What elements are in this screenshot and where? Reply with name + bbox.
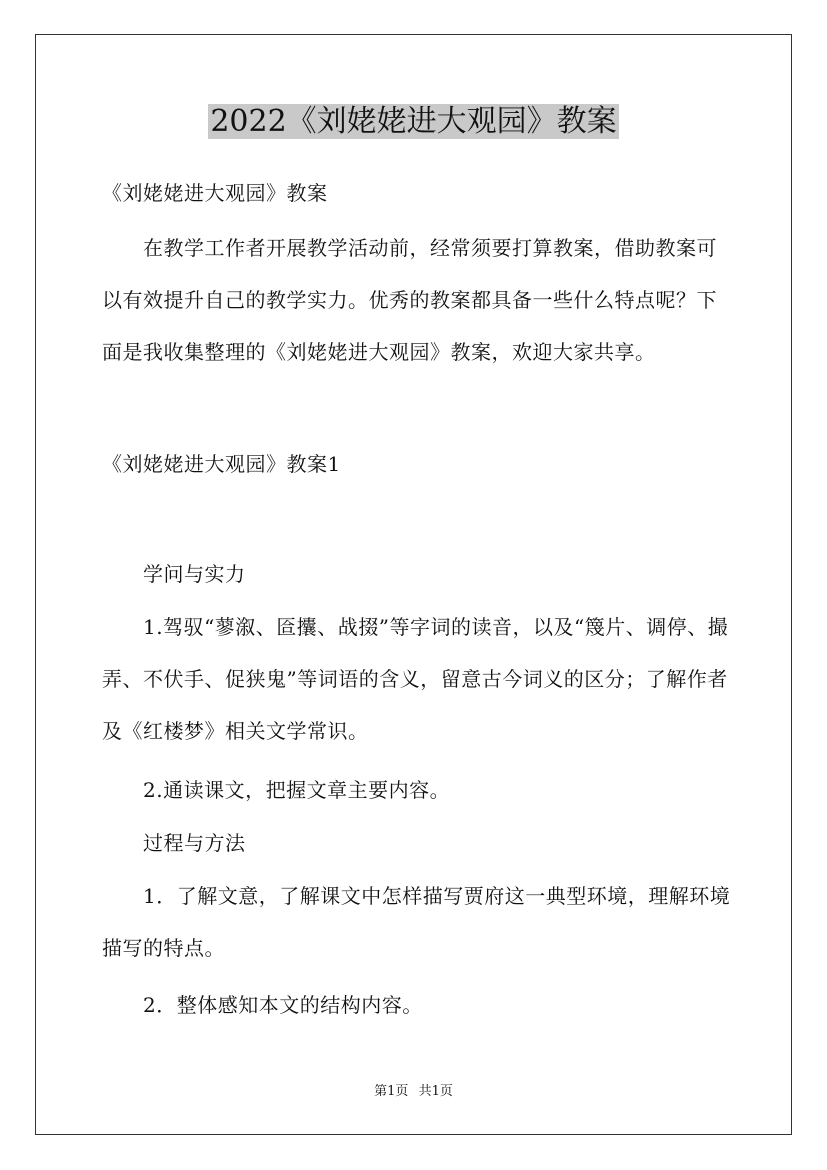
document-title: 2022《刘姥姥进大观园》教案 [210, 104, 617, 139]
subheading-process: 过程与方法 [143, 831, 246, 855]
page-total: 共1页 [418, 1084, 453, 1099]
page-footer [0, 1083, 827, 1101]
doc-subtitle: 《刘姥姥进大观园》教案 [102, 181, 328, 205]
page-number: 第1页 [374, 1084, 409, 1099]
subheading-knowledge: 学问与实力 [143, 562, 246, 586]
process-item-2: 2．整体感知本文的结构内容。 [143, 993, 423, 1017]
objective-item-1: 1.驾驭“蓼溆、匼攮、战掇”等字词的读音，以及“篾片、调停、撮弄、不伏手、促狭鬼”等词语的含义，留意古今词义的区分；了解作者及《红楼梦》相关文学常识。 [102, 615, 729, 743]
intro-paragraph: 在教学工作者开展教学活动前，经常须要打算教案，借助教案可以有效提升自己的教学实力。优秀的教案都具备一些什么特点呢？下面是我收集整理的《刘姥姥进大观园》教案，欢迎大家共享。 [102, 236, 717, 364]
objective-item-2: 2.通读课文，把握文章主要内容。 [143, 778, 451, 802]
section-heading-1: 《刘姥姥进大观园》教案1 [102, 452, 341, 476]
process-item-1: 1．了解文意，了解课文中怎样描写贾府这一典型环境，理解环境描写的特点。 [102, 884, 731, 960]
